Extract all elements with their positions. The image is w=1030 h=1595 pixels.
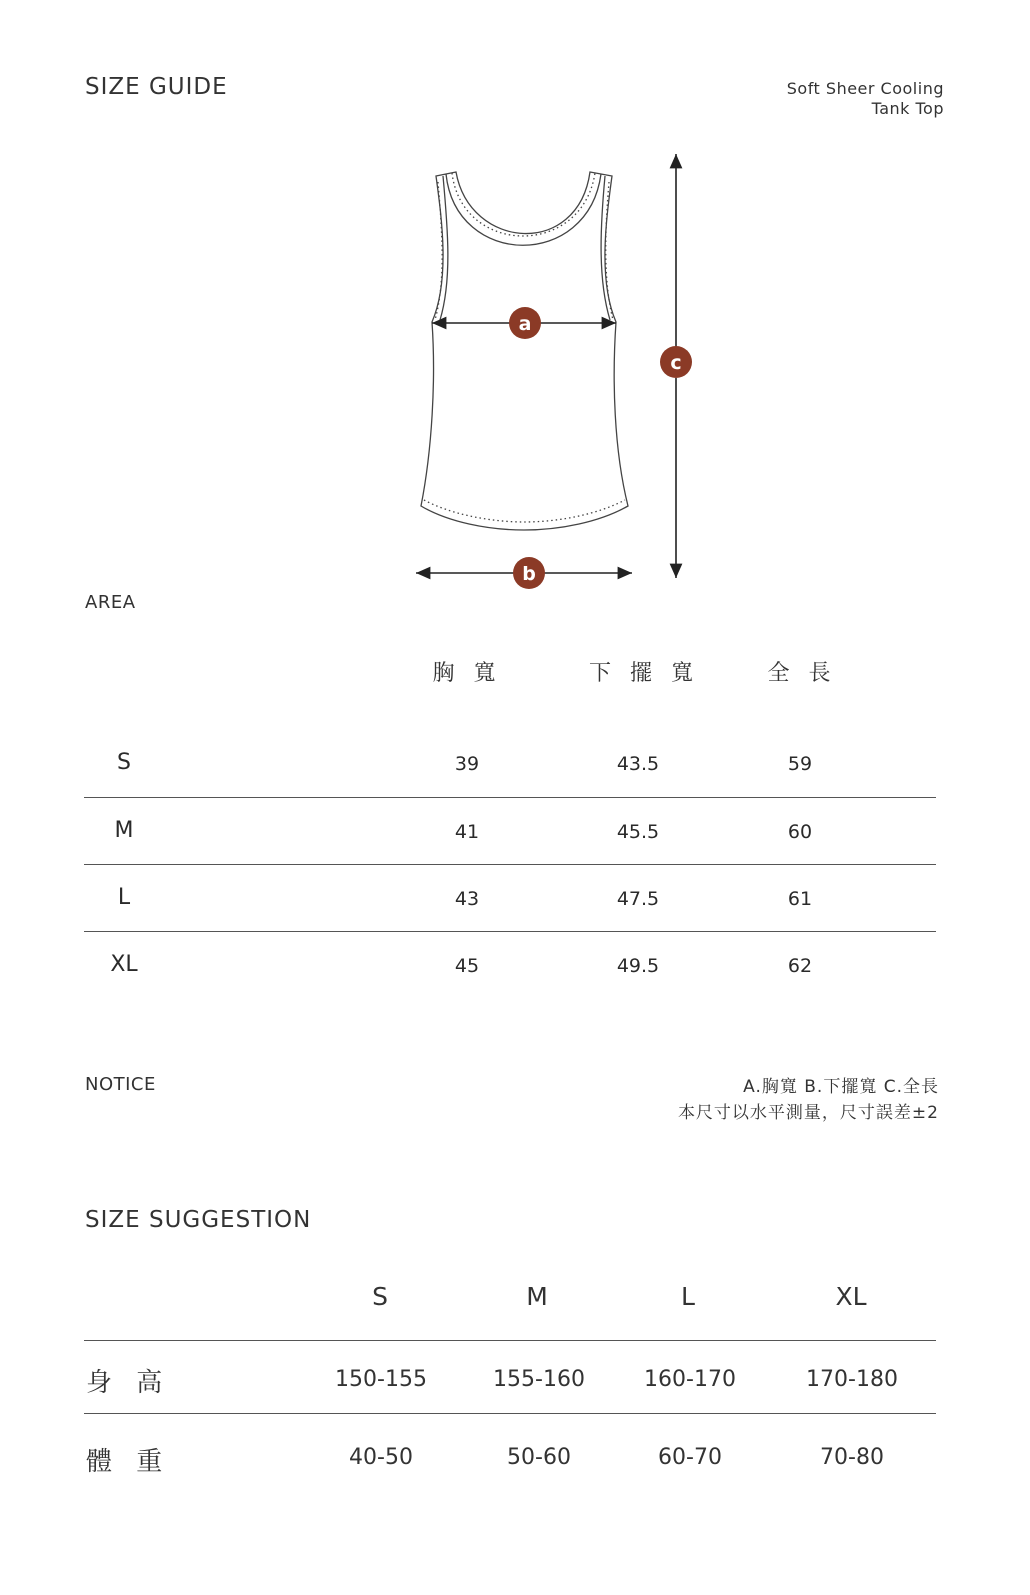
column-header-hem: 下 擺 寬 <box>589 661 699 686</box>
marker-c-label: c <box>670 352 682 374</box>
marker-c <box>660 346 692 378</box>
marker-b-label: b <box>522 563 536 585</box>
size-suggestion-label: SIZE SUGGESTION <box>85 1207 312 1233</box>
table-cell: 155-160 <box>493 1367 585 1392</box>
marker-a-label: a <box>518 313 532 335</box>
size-label-l: L <box>117 885 131 910</box>
marker-b <box>513 557 545 589</box>
tank-top-outline-icon <box>400 140 700 590</box>
table-cell: 170-180 <box>806 1367 898 1392</box>
marker-a <box>509 307 541 339</box>
row-divider <box>84 797 936 798</box>
table-cell: 41 <box>454 821 480 843</box>
row-divider <box>84 1413 936 1414</box>
table-cell: 49.5 <box>616 955 660 977</box>
table-cell: 60-70 <box>658 1445 722 1470</box>
row-divider <box>84 931 936 932</box>
notice-text <box>678 1074 939 1126</box>
table-cell: 150-155 <box>335 1367 427 1392</box>
table-cell: 50-60 <box>507 1445 571 1470</box>
size-label-xl: XL <box>110 952 138 977</box>
height-label: 身 高 <box>86 1368 171 1398</box>
product-name-line1: Soft Sheer Cooling <box>786 79 944 98</box>
product-name-line2: Tank Top <box>871 99 944 118</box>
column-header-chest: 胸 寬 <box>432 661 502 686</box>
table-cell: 61 <box>787 888 813 910</box>
table-cell: 70-80 <box>820 1445 884 1470</box>
weight-label: 體 重 <box>86 1447 171 1477</box>
table-cell: 43 <box>454 888 480 910</box>
suggestion-size-s: S <box>372 1282 388 1311</box>
column-header-length: 全 長 <box>767 661 837 686</box>
product-name <box>787 79 944 119</box>
table-cell: 45 <box>454 955 480 977</box>
notice-line1: A.胸寬 B.下擺寬 C.全長 <box>743 1077 939 1097</box>
table-cell: 39 <box>454 753 480 775</box>
notice-line2: 本尺寸以水平測量，尺寸誤差±2 <box>677 1103 939 1123</box>
row-divider <box>84 1340 936 1341</box>
notice-label: NOTICE <box>85 1074 156 1095</box>
table-cell: 47.5 <box>616 888 660 910</box>
row-divider <box>84 864 936 865</box>
table-cell: 59 <box>787 753 813 775</box>
suggestion-size-l: L <box>681 1282 695 1311</box>
size-label-m: M <box>114 818 134 843</box>
suggestion-size-xl: XL <box>835 1282 867 1311</box>
table-cell: 40-50 <box>349 1445 413 1470</box>
area-label: AREA <box>85 592 136 613</box>
table-cell: 62 <box>787 955 813 977</box>
table-cell: 43.5 <box>616 753 660 775</box>
table-cell: 45.5 <box>616 821 660 843</box>
page-title: SIZE GUIDE <box>85 74 228 100</box>
size-label-s: S <box>117 750 131 775</box>
table-cell: 60 <box>787 821 813 843</box>
table-cell: 160-170 <box>644 1367 736 1392</box>
suggestion-size-m: M <box>526 1282 548 1311</box>
